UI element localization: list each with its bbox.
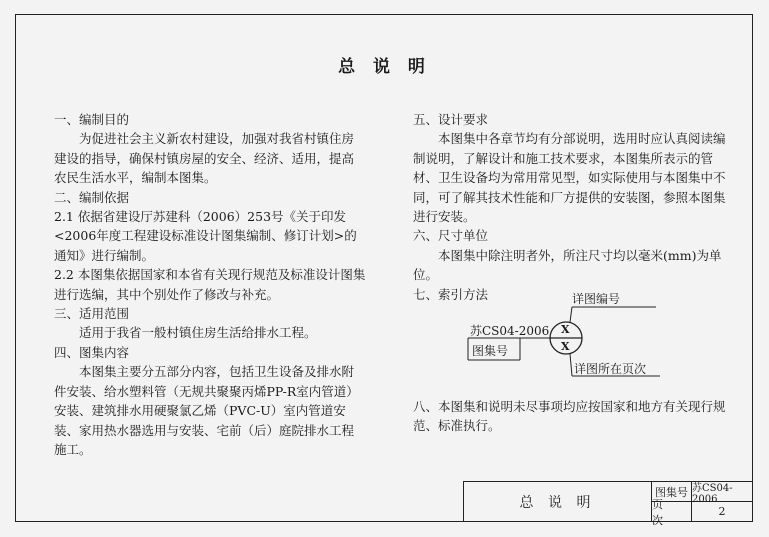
left_column-paragraph: 本图集主要分五部分内容，包括卫生设备及排水附件安装、给水塑料管（无规共聚聚丙烯PP-R室内管道）安装、建筑排水用硬聚氯乙烯（PVC-U）室内管道安装、家用热水器选用与安装、宅前（后）庭院排水工程施工。	[54, 364, 359, 457]
title-block	[463, 481, 753, 527]
page-number-mark: X	[561, 340, 570, 353]
detail-number-label: 详图编号	[572, 292, 621, 306]
atlas-label: 图集号	[472, 344, 509, 358]
left_column-paragraph: 四、图集内容	[54, 344, 130, 360]
left_column-paragraph: 三、适用范围	[54, 306, 130, 322]
left-column	[54, 110, 366, 459]
section-8	[413, 397, 731, 436]
right_column-paragraph: 七、索引方法	[413, 286, 489, 302]
title-block-name: 总 说 明	[464, 482, 652, 521]
page-key: 页 次	[652, 502, 692, 521]
page-value: 2	[718, 505, 726, 518]
page-location-label: 详图所在页次	[574, 362, 647, 376]
right_column-paragraph: 五、设计要求	[413, 112, 489, 127]
atlas-key: 图集号	[652, 482, 692, 502]
left_column-paragraph: 二、编制依据	[54, 189, 130, 205]
index-method-diagram	[460, 290, 720, 385]
atlas-code: 苏CS04-2006	[470, 324, 550, 338]
page-title: 总 说 明	[338, 57, 431, 77]
section-8-text: 八、本图集和说明未尽事项均应按国家和地方有关现行规范、标准执行。	[413, 399, 726, 434]
right_column-paragraph: 本图集中各章节均有分部说明，选用时应认真阅读编制说明，了解设计和施工技术要求，本图集所表示的管材、卫生设备均为常用常见型，如实际使用与本图集中不同，可了解其技术性能和厂方提供的安装图，参照本图集进行安装。	[413, 131, 726, 225]
right_column-paragraph: 六、尺寸单位	[413, 228, 489, 244]
atlas-value: 苏CS04-2006	[692, 482, 752, 502]
left_column-paragraph: 适用于我省一般村镇住房生活给排水工程。	[79, 325, 317, 341]
left_column-paragraph: 2.2 本图集依据国家和本省有关现行规范及标准设计图集进行选编，其中个别处作了修改与补充。	[54, 267, 366, 302]
left_column-paragraph: 一、编制目的	[54, 112, 130, 127]
detail-number-mark: X	[561, 323, 570, 336]
right_column-paragraph: 本图集中除注明者外，所注尺寸均以毫米(mm)为单位。	[413, 247, 722, 283]
left_column-paragraph: 为促进社会主义新农村建设，加强对我省村镇住房建设的指导，确保村镇房屋的安全、经济、适用，提高农民生活水平，编制本图集。	[54, 131, 355, 186]
right-column	[413, 110, 731, 304]
left_column-paragraph: 2.1 依据省建设厅苏建科（2006）253号《关于印发<2006年度工程建设标准设计图集编制、修订计划>的通知》进行编制。	[54, 209, 357, 263]
